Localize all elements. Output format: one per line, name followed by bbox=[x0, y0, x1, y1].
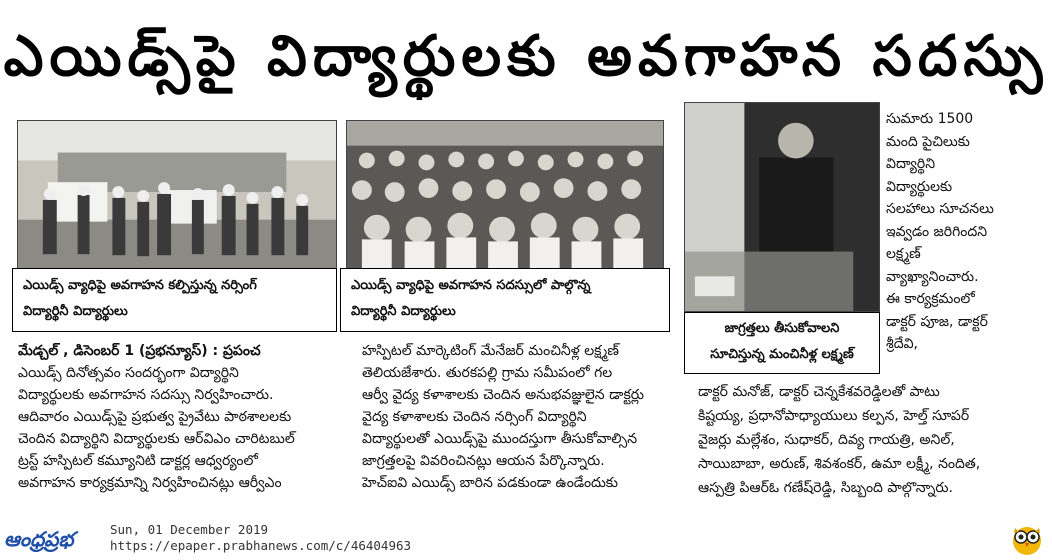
text-line: సుమారు 1500 bbox=[886, 111, 974, 127]
text-line: ఎయిడ్స్‌ దినోత్సవం సందర్భంగా విద్యార్థిని bbox=[18, 365, 239, 381]
footer-meta bbox=[110, 522, 411, 554]
caption-line: ఎయిడ్స్‌ వ్యాధిపై అవగాహన సదస్సులో పాల్గొన్న bbox=[351, 278, 591, 293]
text-line: వైద్య కళాశాలకు చెందిన నర్సింగ్‌ విద్యార్థిని bbox=[362, 409, 587, 425]
text-line: ఇవ్వడం జరిగిందని bbox=[886, 223, 988, 240]
text-line: వ్యాఖ్యానించారు. bbox=[886, 268, 979, 285]
side-column bbox=[886, 108, 1050, 370]
text-line: అవగాహన కార్యక్రమాన్ని నిర్వహించినట్లు ఆర్వీఎం bbox=[18, 475, 282, 491]
text-line: ఆర్వీ వైద్య కళాశాలకు చెందిన అనుభవజ్ఞులైన డాక్టర్లు bbox=[362, 387, 644, 403]
article-headline: ఎయిడ్స్‌పై విద్యార్థులకు అవగాహన సదస్సు bbox=[3, 24, 1049, 89]
text-line: విద్యార్థిని bbox=[886, 156, 936, 172]
speaker-photo-caption bbox=[684, 312, 880, 374]
text-line: ఈ కార్యక్రమంలో bbox=[886, 291, 975, 307]
caption-line: జాగ్రత్తలు తీసుకోవాలని bbox=[724, 321, 840, 336]
caption-line: విద్యార్థినీ విద్యార్థులు bbox=[351, 304, 456, 319]
text-line: తెలియజేశారు. తురకపల్లి గ్రామ సమీపంలో గల bbox=[362, 365, 613, 381]
text-line: డాక్టర్‌ మనోజ్‌, డాక్టర్‌ చెన్నకేశవరెడ్డిలతో పాటు bbox=[698, 384, 940, 400]
rally-photo bbox=[17, 120, 337, 270]
article-column-2 bbox=[362, 340, 678, 510]
text-line: సలహాలు సూచనలు bbox=[886, 201, 994, 217]
text-line: హస్పిటల్‌ మార్కెటింగ్‌ మేనేజర్‌ మంచినీళ్ల లక్ష్మణ్‌ bbox=[362, 343, 619, 359]
footer bbox=[0, 518, 1052, 560]
text-line: సాయిబాబా, అరుణ్‌, శివశంకర్‌, ఉమా లక్ష్మీ, నందిత, bbox=[698, 456, 981, 472]
caption-line: విద్యార్థినీ విద్యార్థులు bbox=[23, 304, 128, 319]
text-line: లక్ష్మణ్‌ bbox=[886, 246, 921, 262]
edition-date: Sun, 01 December 2019 bbox=[110, 522, 269, 537]
audience-photo-caption bbox=[340, 268, 670, 332]
dateline: మేడ్చల్‌ , డిసెంబర్‌ 1 (ప్రభన్యూస్‌) : ప్రపంచ bbox=[18, 343, 261, 359]
text-line: కిష్టయ్య, ప్రధానోపాధ్యాయులు కల్పన, హెల్త్‌ సూపర్‌ bbox=[698, 408, 970, 424]
article-column-3 bbox=[698, 380, 1050, 504]
text-line: విద్యార్థులతో ఎయిడ్స్‌పై ముందస్తుగా తీసుకోవాల్సిన bbox=[362, 431, 638, 447]
text-line: చెందిన విద్యార్థిని విద్యార్థులకు ఆర్‌విఎం చారిటబుల్‌ bbox=[18, 431, 295, 447]
text-line: వైజర్లు మల్లేశం, సుధాకర్‌, దివ్య గాయత్రి, అనిల్‌, bbox=[698, 432, 955, 448]
text-line: మంది పైచిలుకు bbox=[886, 133, 970, 150]
rally-photo-caption bbox=[12, 268, 337, 332]
text-line: ట్రస్ట్‌ హస్పిటల్‌ కమ్యూనిటి డాక్టర్ల ఆధ్వర్యంలో bbox=[18, 453, 258, 469]
text-line: శ్రీదేవి, bbox=[886, 336, 918, 352]
text-line: ఆదివారం ఎయిడ్స్‌పై ప్రభుత్వ ప్రైవేటు పాఠశాలలకు bbox=[18, 409, 292, 425]
text-line: డాక్టర్‌ పూజ, డాక్టర్‌ bbox=[886, 313, 988, 330]
owl-icon bbox=[1010, 522, 1044, 556]
caption-line: సూచిస్తున్న మంచినీళ్ల లక్ష్మణ్‌ bbox=[710, 347, 854, 362]
text-line: ఆస్పత్రి పిఆర్‌ఓ గణేష్‌రెడ్డి, సిబ్బంది పాల్గొన్నారు. bbox=[698, 480, 953, 496]
caption-line: ఎయిడ్స్‌ వ్యాధిపై అవగాహన కల్పిస్తున్న నర్సింగ్‌ bbox=[23, 278, 257, 293]
text-line: హెచ్‌ఐవి ఎయిడ్స్‌ బారిన పడకుండా ఉండేందుకు bbox=[362, 475, 618, 491]
text-line: విద్యార్థులకు అవగాహన సదస్సు నిర్వహించారు. bbox=[18, 387, 274, 403]
article-column-1 bbox=[18, 340, 340, 510]
speaker-photo bbox=[684, 102, 880, 312]
epaper-url[interactable]: https://epaper.prabhanews.com/c/46404963 bbox=[110, 538, 412, 553]
newspaper-logo[interactable]: ఆంధ్రప్రభ bbox=[4, 527, 74, 551]
text-line: జాగ్రత్తలపై వివరించినట్లు ఆయన పేర్కొన్నారు. bbox=[362, 453, 605, 469]
audience-photo bbox=[346, 120, 664, 270]
text-line: విద్యార్థులకు bbox=[886, 178, 953, 195]
